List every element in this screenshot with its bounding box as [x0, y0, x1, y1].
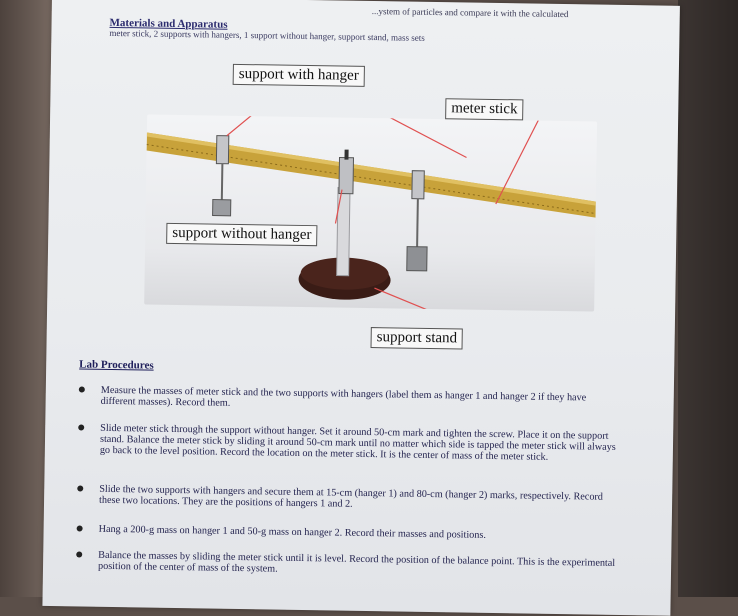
bullet-icon	[77, 485, 83, 491]
center-support-clamp	[339, 158, 354, 194]
meter-stick-edge	[146, 133, 597, 206]
apparatus-figure	[144, 115, 597, 312]
bullet-icon	[79, 386, 85, 392]
bullet-icon	[78, 424, 84, 430]
bullet-icon	[76, 551, 82, 557]
left-hanging-mass	[213, 200, 231, 216]
stand-post	[337, 188, 350, 276]
procedure-item-4	[77, 523, 617, 542]
pointer-support-stand	[374, 288, 440, 311]
right-hanger-clamp	[412, 171, 424, 199]
header-fragment: ...ystem of particles and compare it with the calculated	[371, 6, 569, 20]
apparatus-illustration	[144, 115, 597, 312]
label-support-without-hanger: support without hanger	[166, 223, 317, 246]
procedure-item-5	[76, 549, 616, 579]
procedure-item-2	[78, 422, 618, 463]
procedure-item-3	[77, 483, 617, 513]
monitor-bezel-right	[678, 0, 738, 597]
label-support-with-hanger: support with hanger	[233, 64, 365, 87]
lab-procedures-heading: Lab Procedures	[79, 358, 154, 372]
procedure-text: Slide the two supports with hangers and secure them at 15-cm (hanger 1) and 80-cm (hanger 2) marks, respectively. Record these two locations. They are the positions of hangers 1 and 2.	[98, 483, 604, 510]
procedure-text: Measure the masses of meter stick and the two supports with hangers (label them as hanger 1 and hanger 2 if they have different masses). Record them.	[100, 384, 587, 409]
right-hanger-wire	[417, 199, 418, 247]
left-hanger-wire	[222, 164, 223, 200]
label-meter-stick: meter stick	[445, 98, 524, 120]
procedure-text: Hang a 200-g mass on hanger 1 and 50-g mass on hanger 2. Record their masses and positions.	[98, 523, 487, 541]
document-page[interactable]	[42, 0, 680, 616]
materials-list: meter stick, 2 supports with hangers, 1 support without hanger, support stand, mass sets	[109, 27, 425, 43]
materials-heading: Materials and Apparatus	[109, 16, 228, 31]
procedure-text: Balance the masses by sliding the meter stick until it is level. Record the position of the balance point. This is the experimental position of the center of mass of the system.	[97, 549, 616, 575]
pointer-support-with-hanger-left	[227, 115, 289, 137]
left-hanger-clamp	[216, 136, 228, 164]
procedure-item-1	[79, 384, 619, 414]
procedure-text: Slide meter stick through the support without hanger. Set it around 50-cm mark and tighten the screw. Place it on the support stand. Balance the meter stick by sliding it around 50-cm mark until no matter which side is tapped the meter stick will always go back to the level position. Record the location on the meter stick. It is the center of mass of the meter stick.	[99, 422, 616, 463]
center-support-screw	[344, 150, 348, 160]
label-support-stand: support stand	[371, 327, 464, 349]
right-hanging-mass	[407, 247, 427, 271]
bullet-icon	[77, 525, 83, 531]
